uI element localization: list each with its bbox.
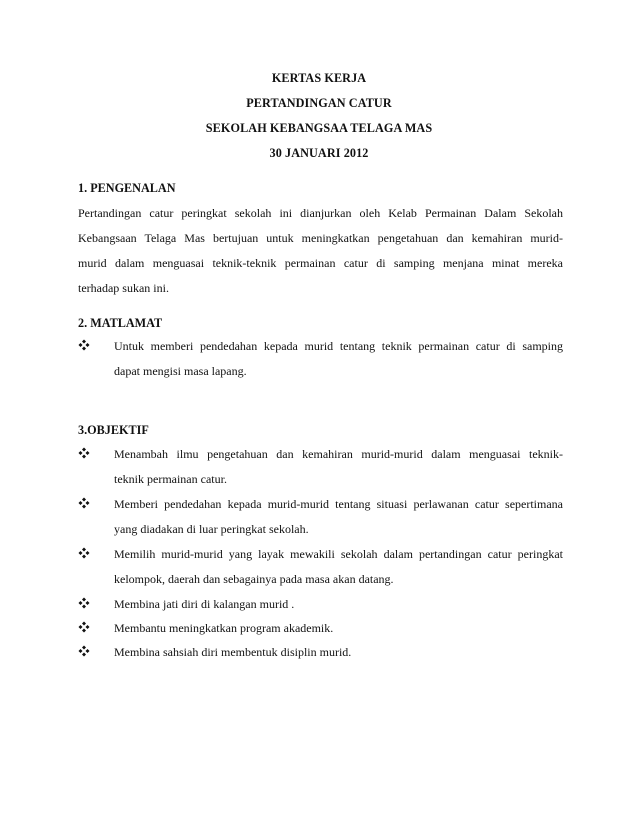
list-item-line: Memilih murid-murid yang layak mewakili sekolah dalam pertandingan catur peringkat	[114, 547, 563, 561]
paragraph-line: murid dalam menguasai teknik-teknik permainan catur di samping menjana minat mereka	[78, 256, 563, 270]
diamond-dots-bullet-icon	[78, 547, 90, 559]
section-heading-objektif: 3.OBJEKTIF	[78, 423, 149, 437]
list-item-line: teknik permainan catur.	[114, 472, 227, 486]
list-item-line: Untuk memberi pendedahan kepada murid tentang teknik permainan catur di samping	[114, 339, 563, 353]
paragraph-line: Pertandingan catur peringkat sekolah ini dianjurkan oleh Kelab Permainan Dalam Sekolah	[78, 206, 563, 220]
title-line-4: 30 JANUARI 2012	[269, 146, 369, 160]
list-item-line: Membina jati diri di kalangan murid .	[114, 597, 295, 611]
section-heading-pengenalan: 1. PENGENALAN	[78, 181, 176, 195]
title-line-1: KERTAS KERJA	[271, 71, 367, 85]
list-item-line: kelompok, daerah dan sebagainya pada masa akan datang.	[114, 572, 394, 586]
diamond-dots-bullet-icon	[78, 597, 90, 609]
diamond-dots-bullet-icon	[78, 645, 90, 657]
list-item-line: Menambah ilmu pengetahuan dan kemahiran murid-murid dalam menguasai teknik-	[114, 447, 563, 461]
list-item-line: Memberi pendedahan kepada murid-murid tentang situasi perlawanan catur sepertimana	[114, 497, 563, 511]
list-item-line: Membantu meningkatkan program akademik.	[114, 621, 334, 635]
diamond-dots-bullet-icon	[78, 339, 90, 351]
list-item-line: Membina sahsiah diri membentuk disiplin murid.	[114, 645, 352, 659]
diamond-dots-bullet-icon	[78, 497, 90, 509]
diamond-dots-bullet-icon	[78, 447, 90, 459]
paragraph-line: terhadap sukan ini.	[78, 281, 169, 295]
list-item-line: yang diadakan di luar peringkat sekolah.	[114, 522, 309, 536]
section-heading-matlamat: 2. MATLAMAT	[78, 316, 163, 330]
diamond-dots-bullet-icon	[78, 621, 90, 633]
title-line-3: SEKOLAH KEBANGSAA TELAGA MAS	[205, 121, 433, 135]
list-item-line: dapat mengisi masa lapang.	[114, 364, 247, 378]
paragraph-line: Kebangsaan Telaga Mas bertujuan untuk meningkatkan pengetahuan dan kemahiran murid-	[78, 231, 563, 245]
title-line-2: PERTANDINGAN CATUR	[246, 96, 392, 110]
